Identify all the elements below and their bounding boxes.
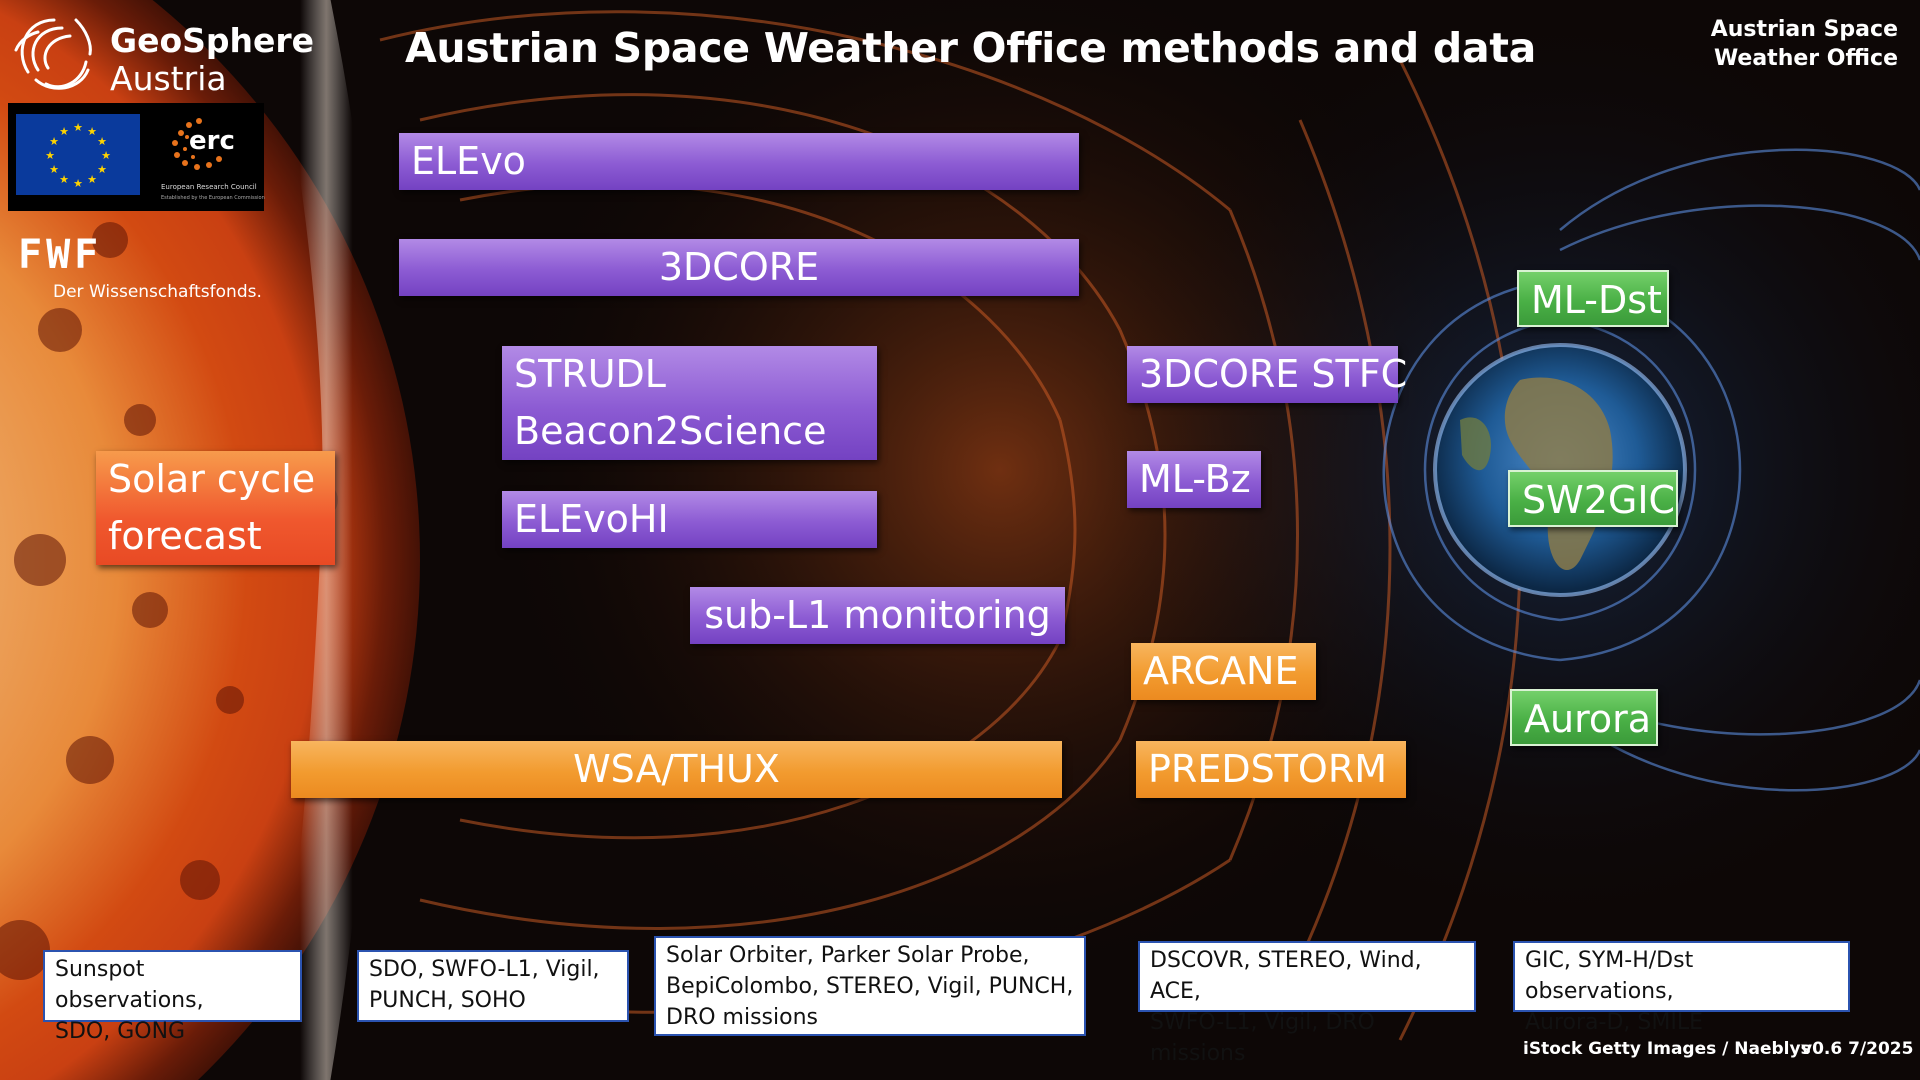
svg-text:★: ★ [87,173,97,186]
geosphere-wordmark [110,22,314,98]
geosphere-country: Austria [110,59,227,98]
method-predstorm: PREDSTORM [1136,741,1406,798]
svg-text:★: ★ [73,177,83,190]
geosphere-swirl-icon [6,10,102,100]
erc-subtitle: European Research Council [161,183,257,191]
method-strudl-line2: Beacon2Science [514,409,827,453]
method-solar-cycle-line1: Solar cycle [108,457,316,501]
data-source-box: Sunspot observations, SDO, GONG [43,950,302,1022]
svg-text:★: ★ [87,125,97,138]
svg-text:★: ★ [97,163,107,176]
method-aurora: Aurora [1510,689,1658,746]
fwf-subtitle: Der Wissenschaftsfonds. [53,282,262,302]
image-credit: iStock Getty Images / Naeblys [1523,1039,1811,1059]
method-strudl-line1: STRUDL [514,352,666,396]
erc-word: erc [189,126,235,156]
svg-text:★: ★ [49,135,59,148]
method-solar-cycle-line2: forecast [108,514,262,558]
page-title: Austrian Space Weather Office methods and data [405,24,1537,72]
method-3dcore-stfc: 3DCORE STFC [1127,346,1398,403]
data-source-box: GIC, SYM-H/Dst observations, Aurora-D, SMILE [1513,941,1850,1012]
office-name-line1: Austrian Space [1710,17,1898,42]
geosphere-name: GeoSphere [110,21,315,60]
method-elevohi: ELEvoHI [502,491,877,548]
svg-text:★: ★ [101,149,111,162]
version-label: v0.6 7/2025 [1801,1039,1914,1059]
method-wsa-thux: WSA/THUX [291,741,1062,798]
data-source-box: DSCOVR, STEREO, Wind, ACE, SWFO-L1, Vigil, DRO missions [1138,941,1476,1012]
data-source-box: SDO, SWFO-L1, Vigil, PUNCH, SOHO [357,950,629,1022]
eu-flag-icon [16,114,140,195]
svg-text:★: ★ [49,163,59,176]
method-strudl [502,346,877,460]
method-ml-dst: ML-Dst [1517,270,1669,327]
svg-text:★: ★ [45,149,55,162]
method-sw2gic: SW2GIC [1508,470,1678,527]
method-elevo: ELEvo [399,133,1079,190]
office-name [1711,15,1898,73]
svg-text:★: ★ [59,125,69,138]
fwf-logo: FWF [18,232,103,278]
svg-text:★: ★ [73,121,83,134]
erc-logo [151,103,264,211]
office-name-line2: Weather Office [1713,46,1898,71]
svg-text:★: ★ [59,173,69,186]
method-3dcore: 3DCORE [399,239,1079,296]
method-sub-l1-monitoring: sub-L1 monitoring [690,587,1065,644]
erc-established: Established by the European Commission [161,195,265,201]
method-arcane: ARCANE [1131,643,1316,700]
method-ml-bz: ML-Bz [1127,451,1261,508]
geosphere-austria-logo [6,10,315,100]
method-solar-cycle-forecast [96,451,335,565]
data-source-box: Solar Orbiter, Parker Solar Probe, BepiColombo, STEREO, Vigil, PUNCH, DRO missions [654,936,1086,1036]
svg-text:★: ★ [97,135,107,148]
eu-erc-logos [8,103,264,211]
